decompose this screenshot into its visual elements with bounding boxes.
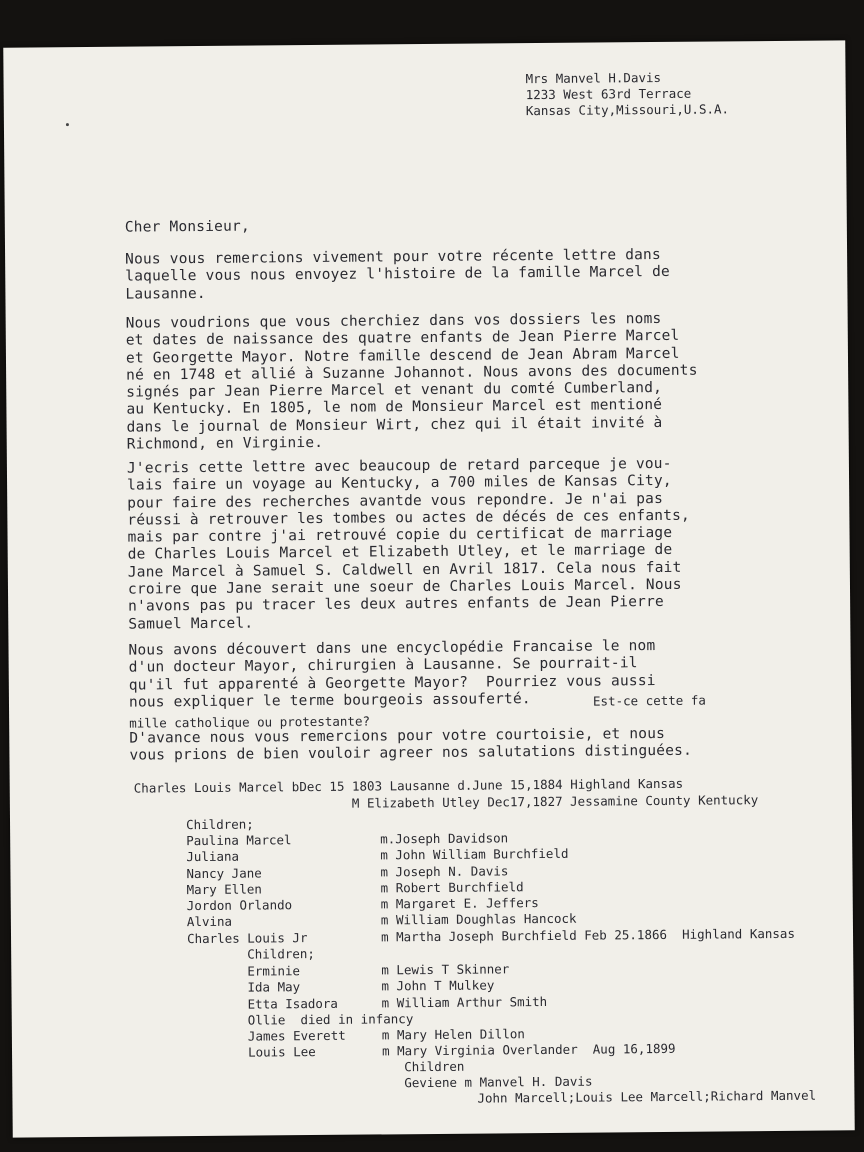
list-item: Charles Louis Jr — [186, 929, 308, 946]
list-item: Ollie died in infancy — [247, 1011, 414, 1028]
paragraph-1: Nous vous remercions vivement pour votre récente lettre dans laquelle vous nous envoyez l'histoire de la famille Marcel de Lausanne. — [125, 246, 671, 303]
inserted-question-1: Est-ce cette fa — [592, 692, 706, 709]
list-item: Ida May — [247, 979, 301, 995]
grandchildren-spouses: m Lewis T Skinner m John T Mulkey m William Arthur Smith m Mary Helen Dillon m Mary Virginia Overlander Aug 16,1899 — [381, 961, 676, 1059]
inserted-question-2: mille catholique ou protestante? — [129, 713, 371, 731]
great-grandchildren-line-1: Geviene m Manvel H. Davis — [404, 1073, 593, 1091]
paragraph-4: Nous avons découvert dans une encyclopédie Francaise le nom d'un docteur Mayor, chirurgien à Lausanne. Se pourrait-il qu'il fut apparenté à Georgette Mayor? Pourriez vous aussi nous expliquer le terme bourgeois assouferté. — [128, 638, 656, 711]
letter-sheet — [3, 40, 854, 1137]
paragraph-2: Nous voudrions que vous cherchiez dans vos dossiers les noms et dates de naissance des quatre enfants de Jean Pierre Marcel et Georgette Mayor. Notre famille descend de Jean Abram Marcel né en 1748 et allié à Suzanne Johannot. Nous avons des documents signés par Jean Pierre Marcel et venant du comté Cumberland, au Kentucky. En 1805, le nom de Monsieur Marcel est mentioné dans le journal de Monsieur Wirt, chez qui il était invité à Richmond, en Virginie. — [125, 310, 698, 453]
list-item: Louis Lee — [247, 1044, 316, 1061]
closing: D'avance nous vous remercions pour votre courtoisie, et nous vous prions de bien vouloir agreer nos salutations distinguées. — [129, 725, 693, 764]
children-names — [186, 832, 307, 947]
list-item: Etta Isadora — [247, 995, 338, 1012]
genealogy-head-2: M Elizabeth Utley Dec17,1827 Jessamine County Kentucky — [351, 792, 759, 811]
list-item: Paulina Marcel — [186, 832, 292, 849]
paragraph-3: J'ecris cette lettre avec beaucoup de retard parceque je vou- lais faire un voyage au Kentucky, a 700 miles de Kansas City, pour faire des recherches avantde vous repondre. Je n'ai pas réussi à retrouver les tombes ou actes de décés de ces enfants, mais par contre j'ai retrouvé copie du certificat de marriage de Charles Louis Marcel et Elizabeth Utley, et le marriage de Jane Marcel à Samuel S. Caldwell en Avril 1817. Cela nous fait croire que Jane serait une soeur de Charles Louis Marcel. Nous n'avons pas pu tracer les deux autres enfants de Jean Pierre Samuel Marcel. — [126, 455, 691, 633]
grandchildren-label: Children; — [247, 946, 315, 962]
list-item: Nancy Jane — [186, 865, 262, 881]
list-item: James Everett — [247, 1027, 346, 1044]
children-spouses: m.Joseph Davidson m John William Burchfield m Joseph N. Davis m Robert Burchfield m Margaret E. Jeffers m William Doughlas Hancock m Martha Joseph Burchfield Feb 25.1866 Highland Kansas — [380, 830, 796, 945]
great-grandchildren-label: Children — [404, 1058, 465, 1075]
list-item: Juliana — [186, 848, 240, 865]
list-item: Alvina — [186, 914, 233, 930]
genealogy-head-1: Charles Louis Marcel bDec 15 1803 Lausanne d.June 15,1884 Highland Kansas — [133, 775, 684, 796]
ink-dot — [66, 123, 69, 126]
great-grandchildren-line-2: John Marcell;Louis Lee Marcell;Richard Manvel — [477, 1087, 817, 1106]
sender-address: Mrs Manvel H.Davis 1233 West 63rd Terrace Kansas City,Missouri,U.S.A. — [525, 69, 730, 119]
list-item: Mary Ellen — [186, 881, 262, 898]
salutation: Cher Monsieur, — [124, 218, 250, 236]
children-label: Children; — [185, 816, 254, 833]
list-item: Jordon Orlando — [186, 897, 293, 914]
list-item: Erminie — [247, 963, 301, 979]
